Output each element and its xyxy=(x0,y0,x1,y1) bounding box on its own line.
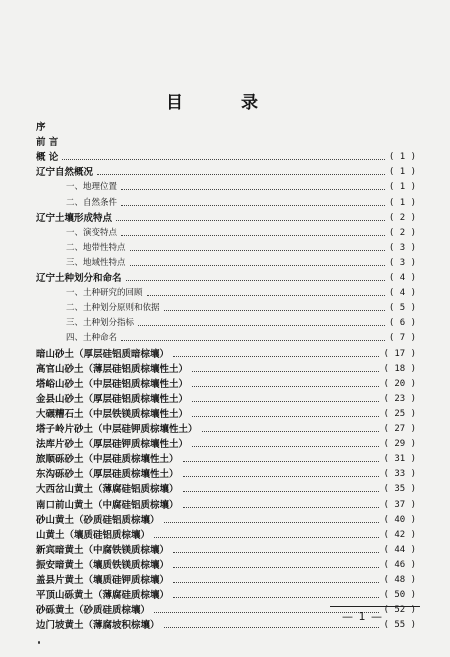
dot-leader xyxy=(192,371,379,372)
toc-entry xyxy=(36,286,416,301)
dot-leader xyxy=(183,507,380,508)
toc-entry xyxy=(36,347,416,362)
dot-leader xyxy=(192,401,379,402)
toc-entry-label: 辽宁土种划分和命名 xyxy=(36,273,122,284)
toc-entry-page: ( 17 ) xyxy=(383,348,416,359)
toc-entry-label: 一、演变特点 xyxy=(66,227,118,238)
page-number: — 1 — xyxy=(342,610,383,623)
toc-entry-page: ( 52 ) xyxy=(383,605,416,616)
toc-entry xyxy=(36,120,416,135)
dot-leader xyxy=(138,325,385,326)
dot-leader xyxy=(121,205,385,206)
toc-entry-label: 辽宁自然概况 xyxy=(36,167,94,179)
toc-entry-label: 南口前山黄土（中腐硅铝质棕壤） xyxy=(36,499,179,511)
toc-entry xyxy=(36,588,416,603)
toc-entry-label: 三、土种划分指标 xyxy=(66,318,135,329)
dot-leader xyxy=(192,446,379,447)
toc-entry-label: 盖县片黄土（壤质硅钾质棕壤） xyxy=(36,575,170,586)
toc-entry xyxy=(36,180,416,195)
toc-entry xyxy=(36,377,416,392)
toc-entry-page: ( 40 ) xyxy=(383,514,416,525)
toc-entry xyxy=(36,135,416,150)
toc-entry-label: 暗山砂土（厚层硅铝质暗棕壤） xyxy=(36,348,170,360)
dot-leader xyxy=(173,552,379,553)
toc-entry xyxy=(36,437,416,452)
toc-entry xyxy=(36,271,416,286)
toc-entry-label: 振安暗黄土（壤质铁镁质棕壤） xyxy=(36,559,170,571)
toc-entry-label: 辽宁土壤形成特点 xyxy=(36,212,113,224)
toc-entry-label: 山黄土（壤质硅铝质棕壤） xyxy=(36,529,151,541)
dot-leader xyxy=(192,416,379,417)
toc-entry-page: ( 44 ) xyxy=(383,544,416,555)
toc-entry xyxy=(36,543,416,558)
dot-leader xyxy=(192,386,379,387)
toc-entry-page: ( 7 ) xyxy=(388,333,416,344)
toc-entry-page: ( 20 ) xyxy=(383,378,416,389)
toc-entry-label: 法库片砂土（厚层硅钾质棕壤性土） xyxy=(36,439,189,451)
page-title: 目 录 xyxy=(166,93,284,113)
toc-entry-label: 塔峪山砂土（中层硅铝质棕壤性土） xyxy=(36,378,189,390)
dot-leader xyxy=(116,220,385,221)
toc-entry-page: ( 46 ) xyxy=(383,559,416,570)
toc-entry-label: 二、地带性特点 xyxy=(66,242,126,253)
toc-entry xyxy=(36,362,416,377)
toc-entry xyxy=(36,301,416,316)
toc-entry-page: ( 3 ) xyxy=(388,257,416,268)
toc-entry-label: 高官山砂土（薄层硅铝质棕壤性土） xyxy=(36,363,189,375)
toc-entry-page: ( 4 ) xyxy=(388,288,416,299)
toc-entry xyxy=(36,331,416,346)
toc-entry-page: ( 27 ) xyxy=(383,424,416,434)
toc-entry-label: 二、土种划分原则和依据 xyxy=(66,303,160,314)
toc-entry xyxy=(36,573,416,588)
toc-entry-label: 平顶山砾黄土（薄腐硅质棕壤） xyxy=(36,590,170,602)
toc-entry-page: ( 29 ) xyxy=(383,439,416,450)
dot-leader xyxy=(130,250,385,251)
footer-rule xyxy=(330,606,420,607)
toc-entry-label: 砂砾黄土（砂质硅质棕壤） xyxy=(36,605,151,617)
toc-entry-label: 砂山黄土（砂质硅铝质棕壤） xyxy=(36,514,160,526)
dot-leader xyxy=(183,476,380,477)
toc-entry xyxy=(36,196,416,211)
toc-entry-label: 序 xyxy=(36,122,46,133)
toc-entry-page: ( 6 ) xyxy=(388,318,416,329)
toc-entry xyxy=(36,316,416,331)
toc-entry-page: ( 18 ) xyxy=(383,363,416,374)
dot-leader xyxy=(183,461,380,462)
toc-entry-label: 塔子岭片砂土（中层硅钾质棕壤性土） xyxy=(36,424,198,435)
toc-entry xyxy=(36,226,416,241)
toc-entry-page: ( 55 ) xyxy=(383,620,416,631)
toc-entry-label: 一、土种研究的回顾 xyxy=(66,288,143,299)
toc-entry-page: ( 2 ) xyxy=(388,212,416,223)
toc-entry-page: ( 4 ) xyxy=(388,273,416,283)
dot-leader xyxy=(202,431,380,432)
toc-entry xyxy=(36,558,416,573)
dot-leader xyxy=(121,235,385,236)
toc-entry xyxy=(36,422,416,437)
toc-entry-page: ( 42 ) xyxy=(383,529,416,540)
dot-leader xyxy=(173,582,379,583)
toc-entry xyxy=(36,392,416,407)
toc-entry xyxy=(36,498,416,513)
dot-leader xyxy=(147,295,385,296)
dot-leader xyxy=(164,522,380,523)
dot-leader xyxy=(154,537,379,538)
toc-entry-page: ( 31 ) xyxy=(383,454,416,465)
toc-entry-label: 旅顺砾砂土（中层硅质棕壤性土） xyxy=(36,454,179,466)
dot-leader xyxy=(62,159,385,160)
toc-entry-label: 大西岔山黄土（薄腐硅铝质棕壤） xyxy=(36,484,179,496)
toc-entry-label: 东沟砾砂土（厚层硅质棕壤性土） xyxy=(36,469,179,481)
toc-entry-page: ( 35 ) xyxy=(383,484,416,495)
toc-entry-page: ( 25 ) xyxy=(383,408,416,419)
dot-leader xyxy=(130,265,385,266)
dot-leader xyxy=(173,356,379,357)
toc-entry xyxy=(36,467,416,482)
toc-entry-label: 二、自然条件 xyxy=(66,197,118,208)
dot-leader xyxy=(97,174,385,175)
toc-entry-page: ( 23 ) xyxy=(383,393,416,404)
dot-leader xyxy=(121,189,385,190)
toc-entry xyxy=(36,528,416,543)
dot-leader xyxy=(164,310,385,311)
toc-entry-label: 三、地域性特点 xyxy=(66,257,126,268)
toc-entry xyxy=(36,482,416,497)
toc-entry-page: ( 48 ) xyxy=(383,575,416,585)
toc-entry xyxy=(36,241,416,256)
toc-entry-label: 概 论 xyxy=(36,152,59,164)
toc-entry xyxy=(36,256,416,271)
dot-leader xyxy=(183,491,380,492)
toc-entry-label: 边门坡黄土（薄腐坡积棕壤） xyxy=(36,620,160,632)
toc-entry xyxy=(36,211,416,226)
toc-entry-page: ( 1 ) xyxy=(388,197,416,208)
dot-leader xyxy=(173,567,379,568)
toc-entry xyxy=(36,513,416,528)
toc-entry-page: ( 5 ) xyxy=(388,303,416,314)
dot-leader xyxy=(173,597,379,598)
toc-entry-page: ( 37 ) xyxy=(383,499,416,510)
toc-entry-page: ( 3 ) xyxy=(388,242,416,253)
toc-entry xyxy=(36,165,416,180)
dot-leader xyxy=(121,340,385,341)
toc-entry-page: ( 50 ) xyxy=(383,590,416,601)
toc-entry-label: 新宾暗黄土（中腐铁镁质棕壤） xyxy=(36,544,170,556)
dot-leader xyxy=(164,627,380,628)
scan-speck xyxy=(38,641,40,644)
toc-entry-page: ( 33 ) xyxy=(383,469,416,480)
toc-entry-page: ( 1 ) xyxy=(388,182,416,193)
dot-leader xyxy=(126,280,385,281)
toc-entry-label: 大碾糟石土（中层铁镁质棕壤性土） xyxy=(36,408,189,420)
toc-entry-label: 四、土种命名 xyxy=(66,333,118,344)
toc-entry-label: 金县山砂土（厚层硅铝质棕壤性土） xyxy=(36,393,189,405)
toc-entry-page: ( 2 ) xyxy=(388,227,416,238)
toc-entry xyxy=(36,150,416,165)
toc-entry xyxy=(36,452,416,467)
toc-entry xyxy=(36,407,416,422)
toc-entry-label: 前 言 xyxy=(36,137,59,149)
toc-entry-label: 一、地理位置 xyxy=(66,182,118,193)
toc-entry-page: ( 1 ) xyxy=(388,167,416,178)
toc-entry-page: ( 1 ) xyxy=(388,152,416,163)
